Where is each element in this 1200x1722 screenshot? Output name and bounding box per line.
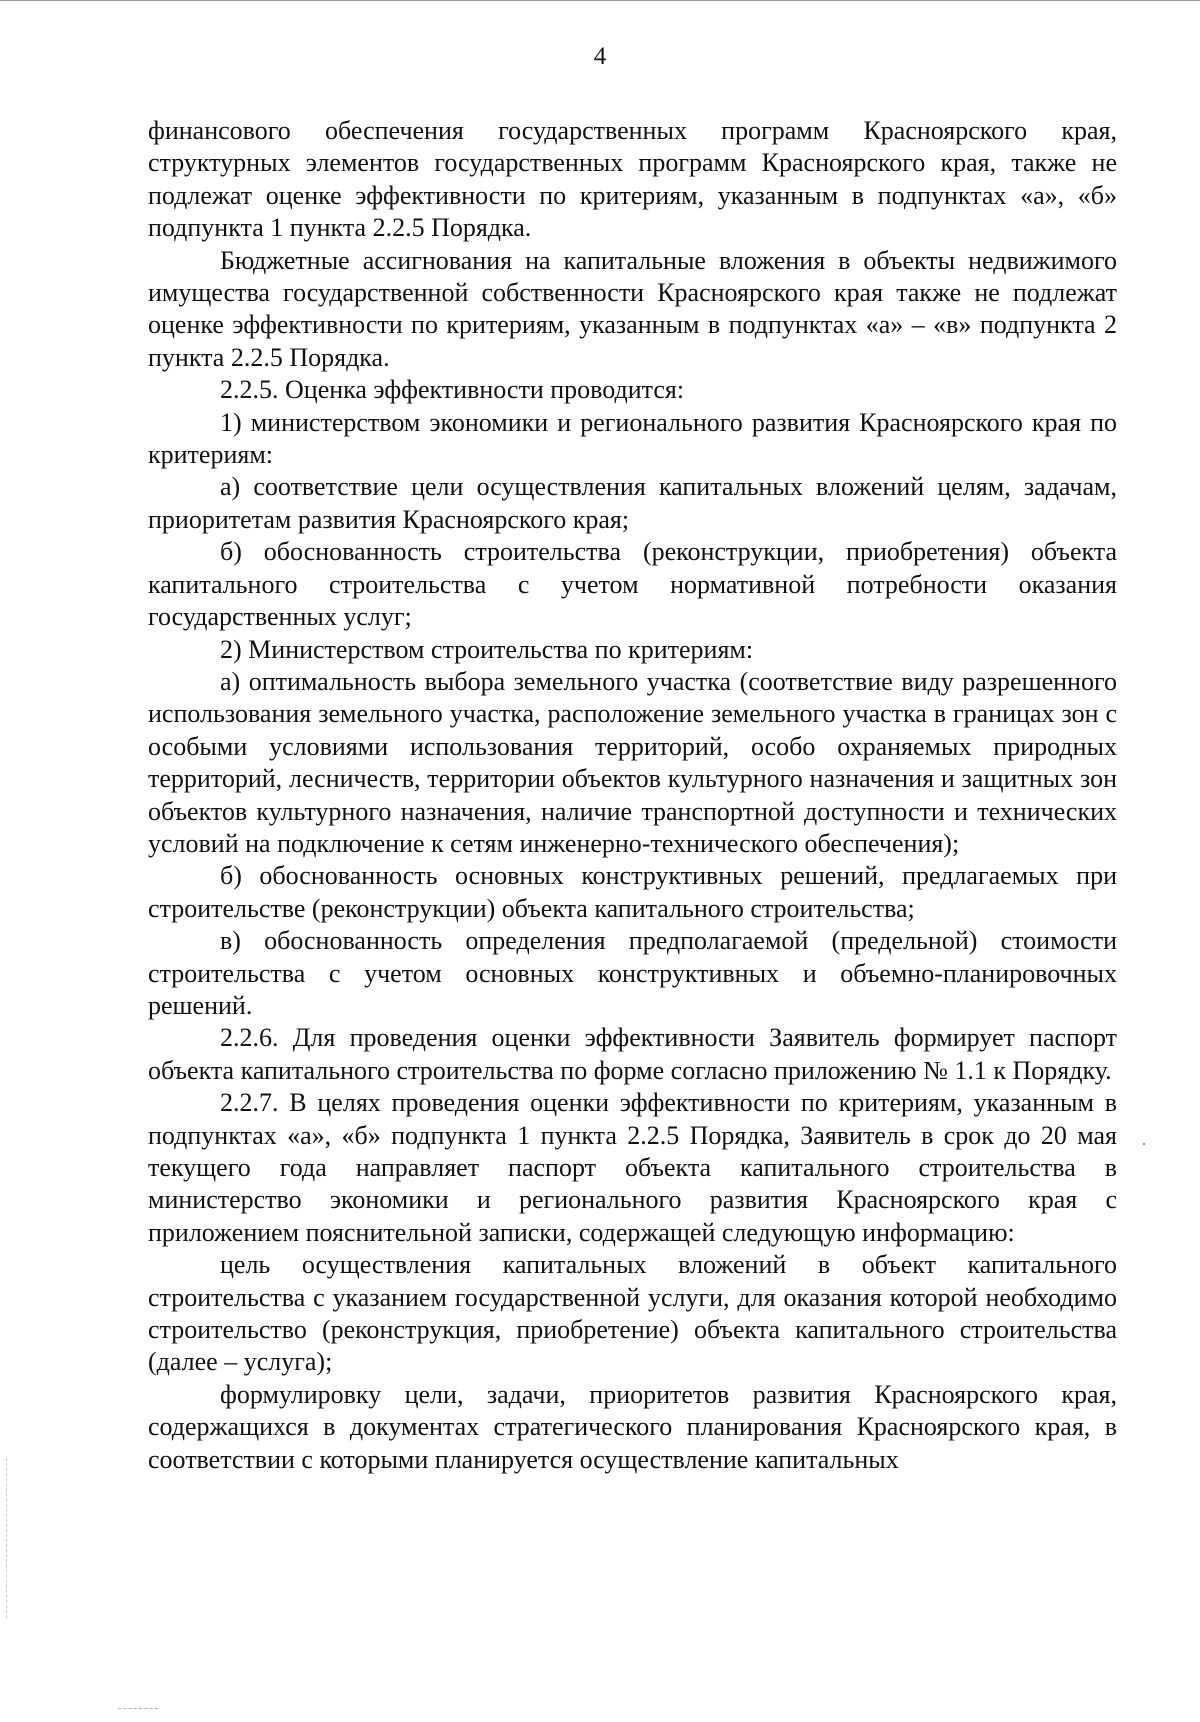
page-number: 4	[593, 43, 607, 70]
scan-speck	[1143, 1143, 1145, 1145]
paragraph-goal: цель осуществления капитальных вложений в объект капитального строительства с указанием государственной услуги, для оказания которой необходимо строительство (реконструкция, приобретение) объекта капитального строительства (далее – услуга);	[148, 1250, 1117, 1377]
paragraph-item-1: 1) министерством экономики и регионального развития Красноярского края по критериям:	[148, 407, 1117, 470]
paragraph-continuation: финансового обеспечения государственных программ Красноярского края, структурных элементов государственных программ Красноярского края, также не подлежат оценке эффективности по критериям, указанным в подпунктах «а», «б» подпункта 1 пункта 2.2.5 Порядка.	[148, 116, 1117, 243]
paragraph-2-2-7: 2.2.7. В целях проведения оценки эффективности по критериям, указанным в подпунктах «а», «б» подпункта 1 пункта 2.2.5 Порядка, Заявитель в срок до 20 мая текущего года направляет паспорт объекта капитального строительства в министерство экономики и регионального развития Красноярского края с приложением пояснительной записки, содержащей следующую информацию:	[148, 1088, 1117, 1247]
paragraph-item-2b: б) обоснованность основных конструктивных решений, предлагаемых при строительстве (реконструкции) объекта капитального строительства;	[148, 861, 1117, 923]
paragraph-item-1a: а) соответствие цели осуществления капитальных вложений целям, задачам, приоритетам развития Красноярского края;	[148, 472, 1117, 534]
paragraph-budget-allocations: Бюджетные ассигнования на капитальные вложения в объекты недвижимого имущества государственной собственности Красноярского края также не подлежат оценке эффективности по критериям, указанным в подпунктах «а» – «в» подпункта 2 пункта 2.2.5 Порядка.	[148, 245, 1117, 372]
scan-bottom-mark	[118, 1708, 158, 1709]
scan-binding-mark	[6, 1458, 7, 1618]
paragraph-2-2-6: 2.2.6. Для проведения оценки эффективности Заявитель формирует паспорт объекта капитального строительства по форме согласно приложению № 1.1 к Порядку.	[148, 1023, 1117, 1085]
paragraph-item-2a: а) оптимальность выбора земельного участка (соответствие виду разрешенного использования земельного участка, расположение земельного участка в границах зон с особыми условиями использования территорий, особо охраняемых природных территорий, лесничеств, территории объектов культурного назначения и защитных зон объектов культурного назначения, наличие транспортной доступности и технических условий на подключение к сетям инженерно-технического обеспечения);	[148, 666, 1117, 858]
paragraph-formulation: формулировку цели, задачи, приоритетов развития Красноярского края, содержащихся в документах стратегического планирования Красноярского края, в соответствии с которыми планируется осуществление капитальных	[148, 1379, 1117, 1474]
paragraph-2-2-5: 2.2.5. Оценка эффективности проводится:	[220, 375, 685, 405]
paragraph-item-2c: в) обоснованность определения предполагаемой (предельной) стоимости строительства с учетом основных конструктивных и объемно-планировочных решений.	[148, 926, 1117, 1020]
top-edge-line	[0, 0, 1200, 1]
document-body	[148, 115, 1117, 1476]
paragraph-item-2: 2) Министерством строительства по критериям:	[220, 634, 754, 664]
paragraph-item-1b: б) обоснованность строительства (реконструкции, приобретения) объекта капитального строительства с учетом нормативной потребности оказания государственных услуг;	[148, 537, 1117, 632]
